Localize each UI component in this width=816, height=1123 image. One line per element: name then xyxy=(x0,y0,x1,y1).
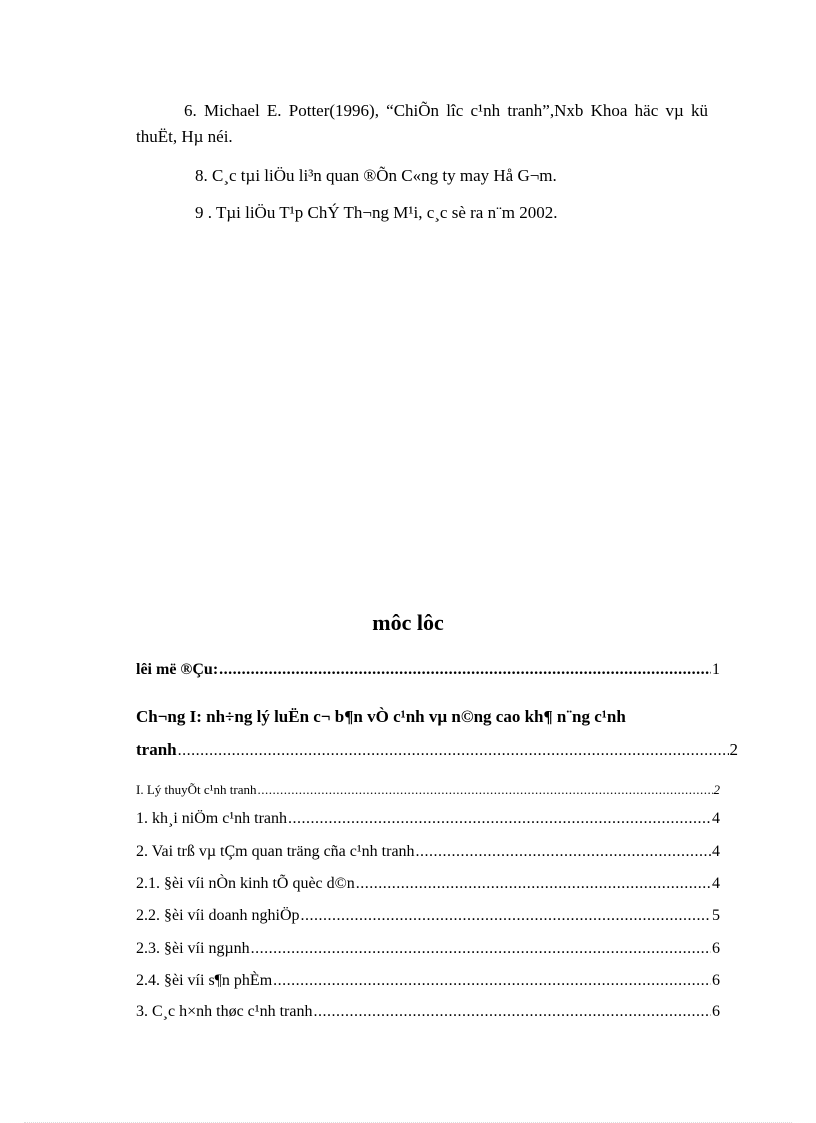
toc-page-number: 6 xyxy=(712,972,720,989)
toc-chapter-1-line1[interactable]: Ch¬ng I: nh÷ng lý luËn c¬ b¶n vÒ c¹nh vµ n©ng cao kh¶ n¨ng c¹nh xyxy=(136,707,626,726)
toc-leader-dots xyxy=(219,661,711,679)
toc-entry-label: lêi më ®Çu: xyxy=(136,661,219,678)
reference-9: 9 . Tµi liÖu T¹p ChÝ Th¬ng M¹i, c¸c sè ra n¨m 2002. xyxy=(195,203,558,222)
toc-page-number: 2 xyxy=(713,782,720,797)
toc-entry[interactable] xyxy=(136,875,720,893)
toc-leader-dots xyxy=(301,907,711,925)
toc-entry-label: 2. Vai trß vµ tÇm quan träng cña c¹nh tranh xyxy=(136,843,415,860)
toc-entry-chapter-1[interactable] xyxy=(136,740,738,760)
toc-leader-dots xyxy=(313,1003,711,1021)
toc-entry-section-1[interactable] xyxy=(136,782,720,798)
toc-leader-dots xyxy=(258,782,713,798)
toc-entry[interactable] xyxy=(136,843,720,861)
toc-entry[interactable] xyxy=(136,810,720,828)
toc-entry[interactable] xyxy=(136,907,720,925)
toc-leader-dots xyxy=(288,810,711,828)
toc-entry-label: 2.1. §èi víi nÒn kinh tÕ quèc d©n xyxy=(136,875,355,892)
toc-entry-intro[interactable] xyxy=(136,661,720,679)
toc-entry-label: 2.4. §èi víi s¶n phÈm xyxy=(136,972,273,989)
toc-leader-dots xyxy=(273,972,711,990)
toc-page-number: 1 xyxy=(712,661,720,678)
toc-entry[interactable] xyxy=(136,972,720,990)
toc-page-number: 4 xyxy=(712,810,720,827)
toc-leader-dots xyxy=(251,940,711,958)
toc-entry-label: I. Lý thuyÕt c¹nh tranh xyxy=(136,782,257,797)
toc-entry-label: 1. kh¸i niÖm c¹nh tranh xyxy=(136,810,287,827)
toc-page-number: 2 xyxy=(729,740,738,759)
toc-page-number: 6 xyxy=(712,940,720,957)
toc-entry[interactable] xyxy=(136,1003,720,1021)
toc-entry-label: 2.2. §èi víi doanh nghiÖp xyxy=(136,907,300,924)
reference-8: 8. C¸c tµi liÖu li³n quan ®Õn C«ng ty may Hå G¬m. xyxy=(195,166,557,185)
toc-page-number: 5 xyxy=(712,907,720,924)
toc-entry-label: tranh xyxy=(136,740,177,759)
reference-6: 6. Michael E. Potter(1996), “ChiÕn lîc c¹nh tranh”,Nxb Khoa häc vµ kü thuËt, Hµ néi. xyxy=(136,101,708,146)
toc-leader-dots xyxy=(356,875,711,893)
toc-page-number: 6 xyxy=(712,1003,720,1020)
toc-leader-dots xyxy=(416,843,711,861)
toc-page-number: 4 xyxy=(712,875,720,892)
toc-leader-dots xyxy=(178,742,729,760)
toc-page-number: 4 xyxy=(712,843,720,860)
toc-title: môc lôc xyxy=(372,610,444,635)
toc-entry-label: 3. C¸c h×nh thøc c¹nh tranh xyxy=(136,1003,313,1020)
toc-entry-label: 2.3. §èi víi ngµnh xyxy=(136,940,250,957)
toc-entry[interactable] xyxy=(136,940,720,958)
